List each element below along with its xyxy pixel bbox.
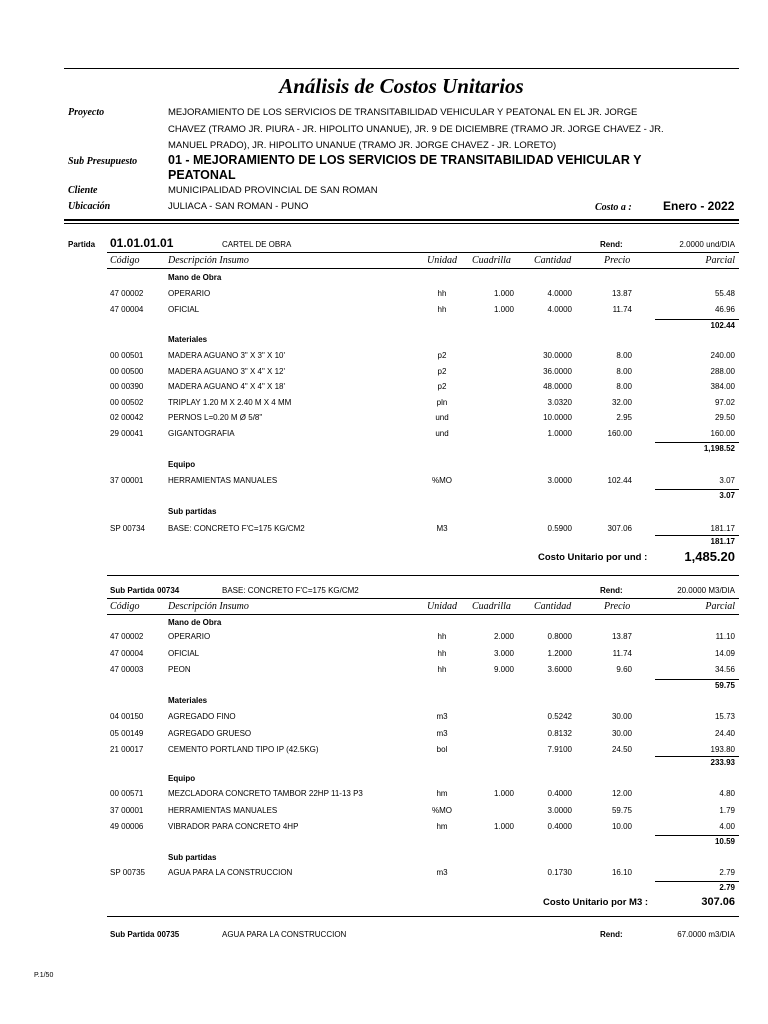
subpartida-name: AGUA PARA LA CONSTRUCCION <box>222 930 347 939</box>
cell-cantidad: 0.8132 <box>547 728 572 738</box>
cell-parcial: 46.96 <box>714 304 735 314</box>
col-unidad: Unidad <box>427 255 457 266</box>
cell-desc: PERNOS L=0.20 M Ø 5/8" <box>168 413 263 422</box>
cell-cantidad: 3.0000 <box>547 476 572 485</box>
cell-cantidad: 30.0000 <box>543 351 572 360</box>
cell-unidad: bol <box>436 745 448 754</box>
cell-unidad: hh <box>437 304 447 314</box>
subpartida-code: 00735 <box>157 930 180 939</box>
cell-desc: HERRAMIENTAS MANUALES <box>168 476 278 485</box>
cliente-label: Cliente <box>68 185 98 196</box>
cell-codigo: 49 00006 <box>110 822 144 831</box>
rend-label: Rend: <box>600 930 623 939</box>
cell-unidad: m3 <box>436 728 448 738</box>
col-descripcion: Descripción Insumo <box>168 601 249 612</box>
cell-unidad: pln <box>436 397 448 407</box>
section-mano-obra: Mano de Obra <box>168 618 222 627</box>
col-codigo: Código <box>110 255 140 266</box>
cell-cantidad: 7.9100 <box>547 745 572 754</box>
rend-value: 20.0000 M3/DIA <box>677 586 735 595</box>
col-cantidad: Cantidad <box>534 601 572 612</box>
cell-cantidad: 3.0000 <box>547 805 572 815</box>
col-descripcion: Descripción Insumo <box>168 255 249 266</box>
subpartida-label: Sub Partida <box>110 586 155 595</box>
cell-codigo: 00 00500 <box>110 366 144 376</box>
cell-parcial: 15.73 <box>714 712 735 721</box>
cell-parcial: 288.00 <box>710 366 735 376</box>
cell-codigo: 37 00001 <box>110 476 144 485</box>
cell-codigo: 00 00571 <box>110 789 144 798</box>
cell-desc: AGREGADO GRUESO <box>168 728 252 738</box>
rend-value: 67.0000 m3/DIA <box>677 930 735 939</box>
cell-precio: 9.60 <box>616 665 632 674</box>
subtotal-mano-obra: 102.44 <box>710 321 735 330</box>
cell-parcial: 97.02 <box>714 397 735 407</box>
cell-cantidad: 1.0000 <box>547 428 572 438</box>
cell-parcial: 4.80 <box>719 789 735 798</box>
costo-a-value: Enero - 2022 <box>663 199 735 213</box>
cell-desc: OPERARIO <box>168 289 211 298</box>
section-subpartidas: Sub partidas <box>168 853 217 862</box>
cell-cuadrilla: 1.000 <box>493 789 514 798</box>
subpresupuesto-line-2: PEATONAL <box>168 168 236 182</box>
proyecto-line-1: MEJORAMIENTO DE LOS SERVICIOS DE TRANSITABILIDAD VEHICULAR Y PEATONAL EN EL JR. JORGE <box>168 107 638 118</box>
cell-unidad: hh <box>437 289 447 298</box>
cell-precio: 32.00 <box>611 397 632 407</box>
cell-cantidad: 36.0000 <box>543 366 572 376</box>
cell-codigo: 47 00004 <box>110 304 144 314</box>
col-precio: Precio <box>604 255 631 266</box>
proyecto-label: Proyecto <box>68 107 105 118</box>
cell-precio: 30.00 <box>611 728 632 738</box>
cell-precio: 8.00 <box>616 382 632 391</box>
section-materiales: Materiales <box>168 335 208 344</box>
section-mano-obra: Mano de Obra <box>168 273 222 282</box>
cell-unidad: M3 <box>436 524 448 533</box>
cell-codigo: 04 00150 <box>110 712 144 721</box>
col-codigo: Código <box>110 601 140 612</box>
subtotal-subpartidas: 181.17 <box>710 537 735 546</box>
cell-parcial: 55.48 <box>714 289 735 298</box>
subtotal-mano-obra: 59.75 <box>714 681 735 690</box>
cell-codigo: 37 00001 <box>110 805 144 815</box>
cell-parcial: 240.00 <box>710 351 735 360</box>
costo-unitario-value: 1,485.20 <box>684 549 735 564</box>
cell-cantidad: 0.4000 <box>547 822 572 831</box>
subpresupuesto-label: Sub Presupuesto <box>68 156 138 167</box>
cell-unidad: hh <box>437 665 447 674</box>
cell-unidad: %MO <box>432 805 452 815</box>
cell-desc: HERRAMIENTAS MANUALES <box>168 805 278 815</box>
cell-unidad: p2 <box>437 366 447 376</box>
cell-unidad: %MO <box>432 476 452 485</box>
cell-precio: 8.00 <box>616 351 632 360</box>
cell-precio: 8.00 <box>616 366 632 376</box>
cell-precio: 12.00 <box>611 789 632 798</box>
cell-desc: CEMENTO PORTLAND TIPO IP (42.5KG) <box>168 745 319 754</box>
cell-codigo: 47 00002 <box>110 289 144 298</box>
col-cantidad: Cantidad <box>534 255 572 266</box>
cell-parcial: 14.09 <box>714 648 735 658</box>
subpartida-code: 00734 <box>157 586 180 595</box>
col-parcial: Parcial <box>705 601 735 612</box>
cell-precio: 24.50 <box>611 745 632 754</box>
cell-precio: 13.87 <box>611 632 632 641</box>
cell-desc: PEON <box>168 665 191 674</box>
cell-desc: MEZCLADORA CONCRETO TAMBOR 22HP 11-13 P3 <box>168 789 363 798</box>
rend-label: Rend: <box>600 586 623 595</box>
cell-parcial: 160.00 <box>710 428 735 438</box>
cell-codigo: 00 00502 <box>110 397 144 407</box>
cell-desc: VIBRADOR PARA CONCRETO 4HP <box>168 822 299 831</box>
cell-parcial: 29.50 <box>714 413 735 422</box>
costo-a-label: Costo a : <box>595 202 632 213</box>
cell-unidad: m3 <box>436 868 448 877</box>
subtotal-equipo: 10.59 <box>714 837 735 846</box>
subpresupuesto-line-1: 01 - MEJORAMIENTO DE LOS SERVICIOS DE TRANSITABILIDAD VEHICULAR Y <box>168 153 642 167</box>
cell-parcial: 4.00 <box>719 822 735 831</box>
col-cuadrilla: Cuadrilla <box>472 601 511 612</box>
proyecto-line-3: MANUEL PRADO), JR. HIPOLITO UNANUE (TRAMO JR. JORGE CHAVEZ - JR. LORETO) <box>168 140 557 151</box>
cell-precio: 16.10 <box>611 868 632 877</box>
section-materiales: Materiales <box>168 696 208 705</box>
cell-codigo: 29 00041 <box>110 428 144 438</box>
partida-name: CARTEL DE OBRA <box>222 240 292 249</box>
cell-parcial: 384.00 <box>710 382 735 391</box>
ubicacion-value: JULIACA - SAN ROMAN - PUNO <box>168 201 309 212</box>
cell-desc: AGREGADO FINO <box>168 712 236 721</box>
cell-unidad: hm <box>436 822 448 831</box>
cell-parcial: 11.10 <box>715 632 735 641</box>
cell-precio: 307.06 <box>607 524 632 533</box>
cell-precio: 102.44 <box>607 476 632 485</box>
cell-cantidad: 0.1730 <box>547 868 572 877</box>
partida-label: Partida <box>68 240 96 249</box>
cell-parcial: 1.79 <box>719 805 735 815</box>
cell-parcial: 3.07 <box>719 476 735 485</box>
cell-parcial: 181.17 <box>710 524 735 533</box>
partida-code: 01.01.01.01 <box>110 236 174 250</box>
rend-label: Rend: <box>600 240 623 249</box>
subpartida-name: BASE: CONCRETO F'C=175 KG/CM2 <box>222 586 359 595</box>
cell-precio: 13.87 <box>611 289 632 298</box>
cell-cuadrilla: 3.000 <box>493 648 514 658</box>
cell-cuadrilla: 2.000 <box>493 632 514 641</box>
subpartida-label: Sub Partida <box>110 930 155 939</box>
ubicacion-label: Ubicación <box>68 201 111 212</box>
cell-unidad: p2 <box>437 382 447 391</box>
cell-desc: OFICIAL <box>168 304 200 314</box>
cell-unidad: und <box>435 428 449 438</box>
cell-codigo: 02 00042 <box>110 413 144 422</box>
cell-parcial: 24.40 <box>714 728 735 738</box>
cell-parcial: 2.79 <box>719 868 735 877</box>
costo-unitario-label: Costo Unitario por M3 : <box>543 897 649 908</box>
cell-desc: TRIPLAY 1.20 M X 2.40 M X 4 MM <box>168 397 292 407</box>
costo-unitario-value: 307.06 <box>701 896 735 908</box>
proyecto-line-2: CHAVEZ (TRAMO JR. PIURA - JR. HIPOLITO UNANUE), JR. 9 DE DICIEMBRE (TRAMO JR. JORGE CHAVEZ - JR. <box>168 124 664 135</box>
col-unidad: Unidad <box>427 601 457 612</box>
cell-codigo: 21 00017 <box>110 745 144 754</box>
cell-codigo: SP 00734 <box>110 524 145 533</box>
cliente-value: MUNICIPALIDAD PROVINCIAL DE SAN ROMAN <box>168 185 378 196</box>
rend-value: 2.0000 und/DIA <box>679 240 735 249</box>
cell-cantidad: 0.8000 <box>547 632 572 641</box>
cell-codigo: 47 00002 <box>110 632 144 641</box>
page-number: P.1/50 <box>34 972 54 979</box>
costo-unitario-label: Costo Unitario por und : <box>538 552 648 563</box>
cell-cuadrilla: 9.000 <box>493 665 514 674</box>
cell-codigo: SP 00735 <box>110 868 145 877</box>
cell-desc: MADERA AGUANO 3" X 3" X 10' <box>168 351 286 360</box>
cell-precio: 30.00 <box>611 712 632 721</box>
subtotal-equipo: 3.07 <box>719 491 735 500</box>
cell-codigo: 47 00003 <box>110 665 144 674</box>
section-equipo: Equipo <box>168 774 196 783</box>
cell-cuadrilla: 1.000 <box>493 289 514 298</box>
cell-cuadrilla: 1.000 <box>493 822 514 831</box>
cell-cantidad: 3.0320 <box>547 397 572 407</box>
cell-desc: MADERA AGUANO 3" X 4" X 12' <box>168 366 286 376</box>
cell-cantidad: 4.0000 <box>547 289 572 298</box>
cell-cantidad: 3.6000 <box>547 665 572 674</box>
cell-codigo: 05 00149 <box>110 728 144 738</box>
page-title: Análisis de Costos Unitarios <box>279 74 524 98</box>
cell-desc: BASE: CONCRETO F'C=175 KG/CM2 <box>168 524 305 533</box>
cell-cantidad: 10.0000 <box>543 413 572 422</box>
cell-precio: 160.00 <box>607 428 632 438</box>
cell-desc: MADERA AGUANO 4" X 4" X 18' <box>168 382 286 391</box>
cell-cantidad: 0.4000 <box>547 789 572 798</box>
cell-parcial: 34.56 <box>714 665 735 674</box>
section-equipo: Equipo <box>168 460 196 469</box>
cell-unidad: und <box>435 413 449 422</box>
cell-desc: OPERARIO <box>168 632 211 641</box>
cell-codigo: 00 00390 <box>110 382 144 391</box>
section-subpartidas: Sub partidas <box>168 507 217 516</box>
cell-unidad: p2 <box>437 351 447 360</box>
col-precio: Precio <box>604 601 631 612</box>
cell-precio: 11.74 <box>612 304 632 314</box>
cell-cantidad: 0.5900 <box>547 524 572 533</box>
cell-desc: GIGANTOGRAFIA <box>168 428 235 438</box>
cell-cantidad: 48.0000 <box>543 382 572 391</box>
subtotal-materiales: 233.93 <box>710 758 735 767</box>
cell-cantidad: 1.2000 <box>547 648 572 658</box>
cell-unidad: hm <box>436 789 448 798</box>
cell-unidad: m3 <box>436 712 448 721</box>
cell-cantidad: 0.5242 <box>547 712 572 721</box>
cell-precio: 10.00 <box>611 822 632 831</box>
cell-desc: AGUA PARA LA CONSTRUCCION <box>168 868 293 877</box>
cell-codigo: 47 00004 <box>110 648 144 658</box>
cell-unidad: hh <box>437 648 447 658</box>
cell-precio: 11.74 <box>612 648 632 658</box>
subtotal-materiales: 1,198.52 <box>703 444 735 453</box>
col-parcial: Parcial <box>705 255 735 266</box>
cell-cuadrilla: 1.000 <box>493 304 514 314</box>
cell-cantidad: 4.0000 <box>547 304 572 314</box>
cell-precio: 2.95 <box>616 413 632 422</box>
cell-codigo: 00 00501 <box>110 351 144 360</box>
cell-parcial: 193.80 <box>710 745 735 754</box>
cell-desc: OFICIAL <box>168 648 200 658</box>
subtotal-subpartidas: 2.79 <box>719 883 735 892</box>
cell-precio: 59.75 <box>611 805 632 815</box>
col-cuadrilla: Cuadrilla <box>472 255 511 266</box>
cell-unidad: hh <box>437 632 447 641</box>
